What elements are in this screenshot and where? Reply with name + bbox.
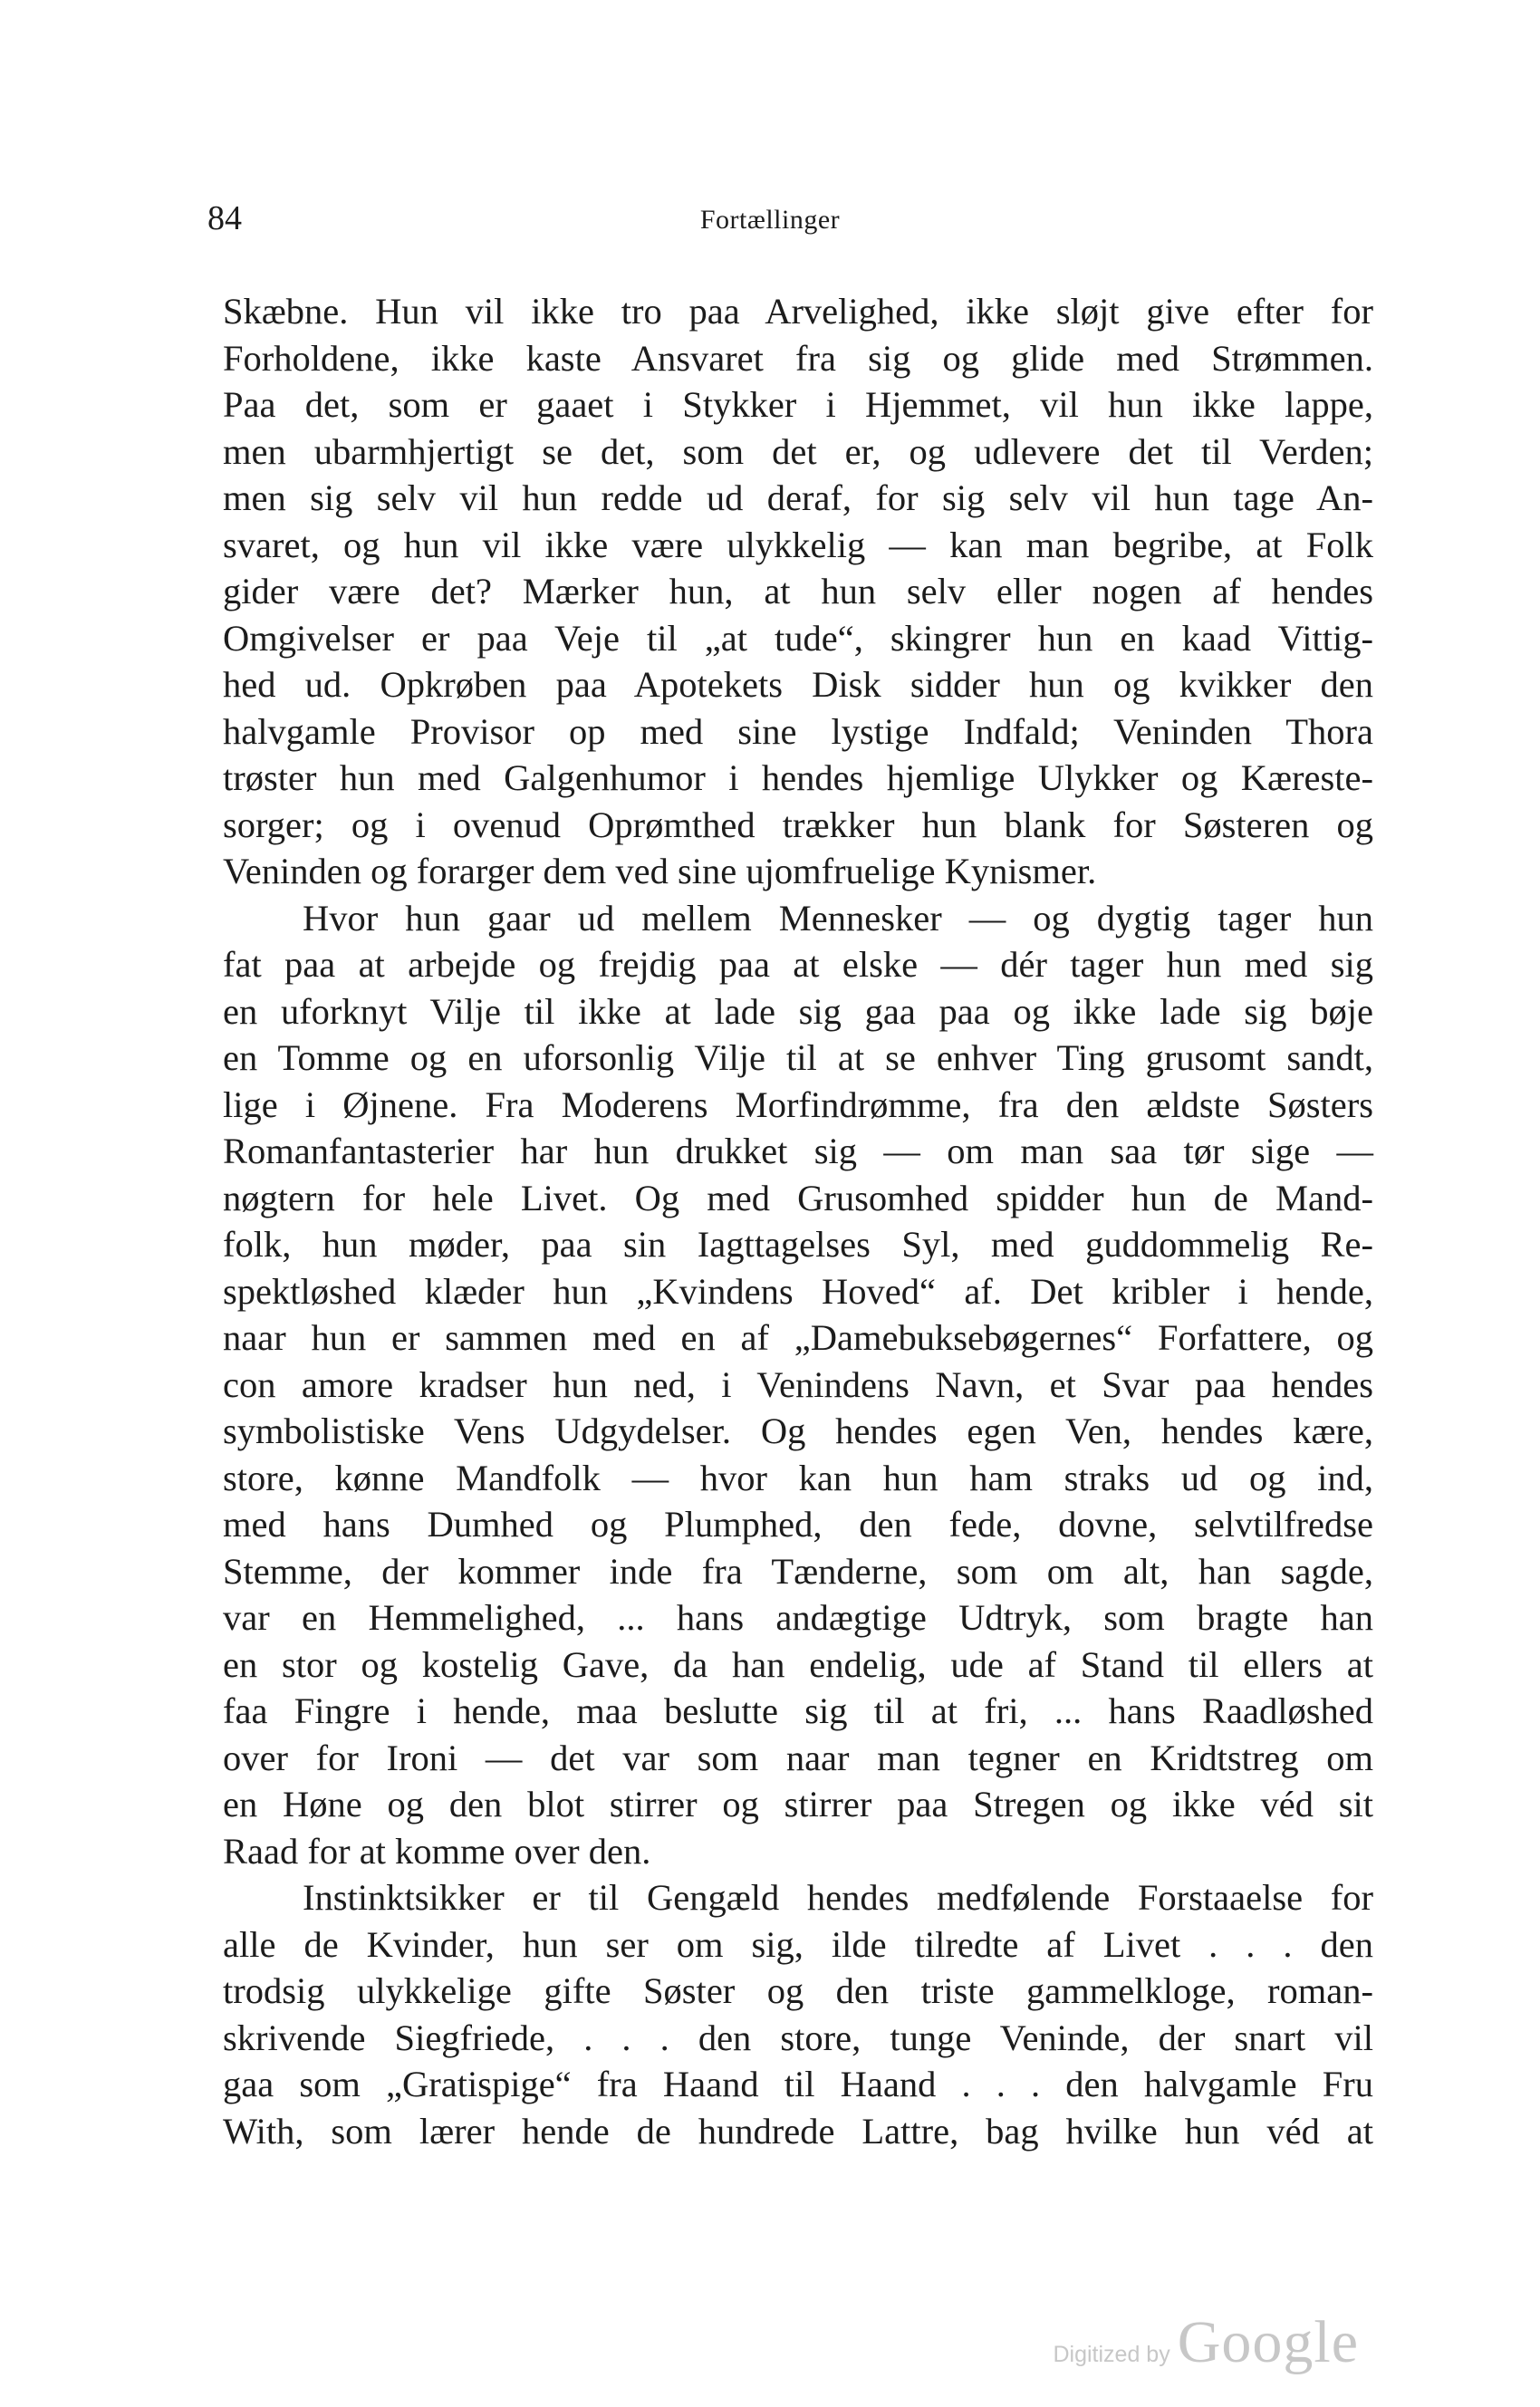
text-line: trodsig ulykkelige gifte Søster og den triste gammelkloge, roman- bbox=[223, 1970, 1373, 2011]
text-line: med hans Dumhed og Plumphed, den fede, dovne, selvtilfredse bbox=[223, 1504, 1373, 1545]
text-line: sorger; og i ovenud Oprømthed trækker hun blank for Søsteren og bbox=[223, 804, 1373, 845]
text-line: folk, hun møder, paa sin Iagttagelses Syl, med guddommelig Re- bbox=[223, 1224, 1373, 1265]
text-line: hed ud. Opkrøben paa Apotekets Disk sidder hun og kvikker den bbox=[223, 664, 1373, 705]
text-line: nøgtern for hele Livet. Og med Grusomhed spidder hun de Mand- bbox=[223, 1177, 1373, 1218]
text-line: Omgivelser er paa Veje til „at tude“, skingrer hun en kaad Vittig- bbox=[223, 617, 1373, 659]
text-line: gider være det? Mærker hun, at hun selv eller nogen af hendes bbox=[223, 571, 1373, 611]
paragraph bbox=[223, 895, 1373, 1875]
text-line: var en Hemmelighed, ... hans andægtige Udtryk, som bragte han bbox=[223, 1597, 1373, 1638]
text-line: naar hun er sammen med en af „Damebuksebøgernes“ Forfattere, og bbox=[223, 1317, 1373, 1358]
text-line: Hvor hun gaar ud mellem Mennesker — og dygtig tager hun bbox=[303, 897, 1373, 939]
text-line: lige i Øjnene. Fra Moderens Morfindrømme, fra den ældste Søsters bbox=[223, 1083, 1373, 1125]
text-line: halvgamle Provisor op med sine lystige Indfald; Veninden Thora bbox=[223, 710, 1373, 752]
paragraph bbox=[223, 288, 1373, 895]
text-line: Forholdene, ikke kaste Ansvaret fra sig og glide med Strømmen. bbox=[223, 337, 1373, 379]
text-line: Stemme, der kommer inde fra Tænderne, som om alt, han sagde, bbox=[223, 1550, 1373, 1592]
text-line: con amore kradser hun ned, i Venindens Navn, et Svar paa hendes bbox=[223, 1363, 1373, 1405]
text-line: Raad for at komme over den. bbox=[223, 1830, 651, 1872]
text-line: trøster hun med Galgenhumor i hendes hjemlige Ulykker og Kæreste- bbox=[223, 757, 1373, 798]
paragraph bbox=[223, 1874, 1373, 2154]
text-line: en stor og kostelig Gave, da han endelig, ude af Stand til ellers at bbox=[223, 1643, 1373, 1685]
body-text bbox=[223, 288, 1373, 2154]
text-line: men sig selv vil hun redde ud deraf, for sig selv vil hun tage An- bbox=[223, 477, 1373, 518]
text-line: Veninden og forarger dem ved sine ujomfruelige Kynismer. bbox=[223, 851, 1097, 891]
text-line: spektløshed klæder hun „Kvindens Hoved“ af. Det kribler i hende, bbox=[223, 1270, 1373, 1312]
google-logo: Google bbox=[1177, 2309, 1359, 2375]
text-line: Paa det, som er gaaet i Stykker i Hjemmet, vil hun ikke lappe, bbox=[223, 384, 1373, 425]
text-line: Instinktsikker er til Gengæld hendes medfølende Forstaaelse for bbox=[303, 1877, 1373, 1918]
text-line: Romanfantasterier har hun drukket sig — om man saa tør sige — bbox=[223, 1131, 1373, 1171]
text-line: skrivende Siegfriede, . . . den store, tunge Veninde, der snart vil bbox=[223, 2017, 1373, 2058]
watermark-prefix: Digitized by bbox=[1053, 2342, 1170, 2367]
text-line: en Høne og den blot stirrer og stirrer paa Stregen og ikke véd sit bbox=[223, 1784, 1373, 1825]
text-line: fat paa at arbejde og frejdig paa at elske — dér tager hun med sig bbox=[223, 944, 1373, 985]
text-line: en uforknyt Vilje til ikke at lade sig gaa paa og ikke lade sig bøje bbox=[223, 990, 1373, 1032]
text-line: faa Fingre i hende, maa beslutte sig til at fri, ... hans Raadløshed bbox=[223, 1690, 1373, 1731]
text-line: svaret, og hun vil ikke være ulykkelig — kan man begribe, at Folk bbox=[223, 524, 1373, 565]
text-line: store, kønne Mandfolk — hvor kan hun ham straks ud og ind, bbox=[223, 1457, 1373, 1498]
watermark bbox=[1053, 2308, 1359, 2377]
text-line: Skæbne. Hun vil ikke tro paa Arvelighed, ikke sløjt give efter for bbox=[223, 291, 1373, 332]
text-line: men ubarmhjertigt se det, som det er, og udlevere det til Verden; bbox=[223, 430, 1373, 472]
text-line: symbolistiske Vens Udgydelser. Og hendes egen Ven, hendes kære, bbox=[223, 1411, 1373, 1451]
text-line: alle de Kvinder, hun ser om sig, ilde tilredte af Livet . . . den bbox=[223, 1923, 1373, 1965]
running-head: Fortællinger bbox=[699, 205, 841, 235]
text-line: With, som lærer hende de hundrede Lattre, bag hvilke hun véd at bbox=[223, 2110, 1373, 2152]
page-number: 84 bbox=[207, 199, 242, 237]
text-line: over for Ironi — det var som naar man tegner en Kridtstreg om bbox=[223, 1737, 1373, 1778]
text-line: gaa som „Gratispige“ fra Haand til Haand . . . den halvgamle Fru bbox=[223, 2064, 1373, 2104]
text-line: en Tomme og en uforsonlig Vilje til at se enhver Ting grusomt sandt, bbox=[223, 1037, 1373, 1078]
